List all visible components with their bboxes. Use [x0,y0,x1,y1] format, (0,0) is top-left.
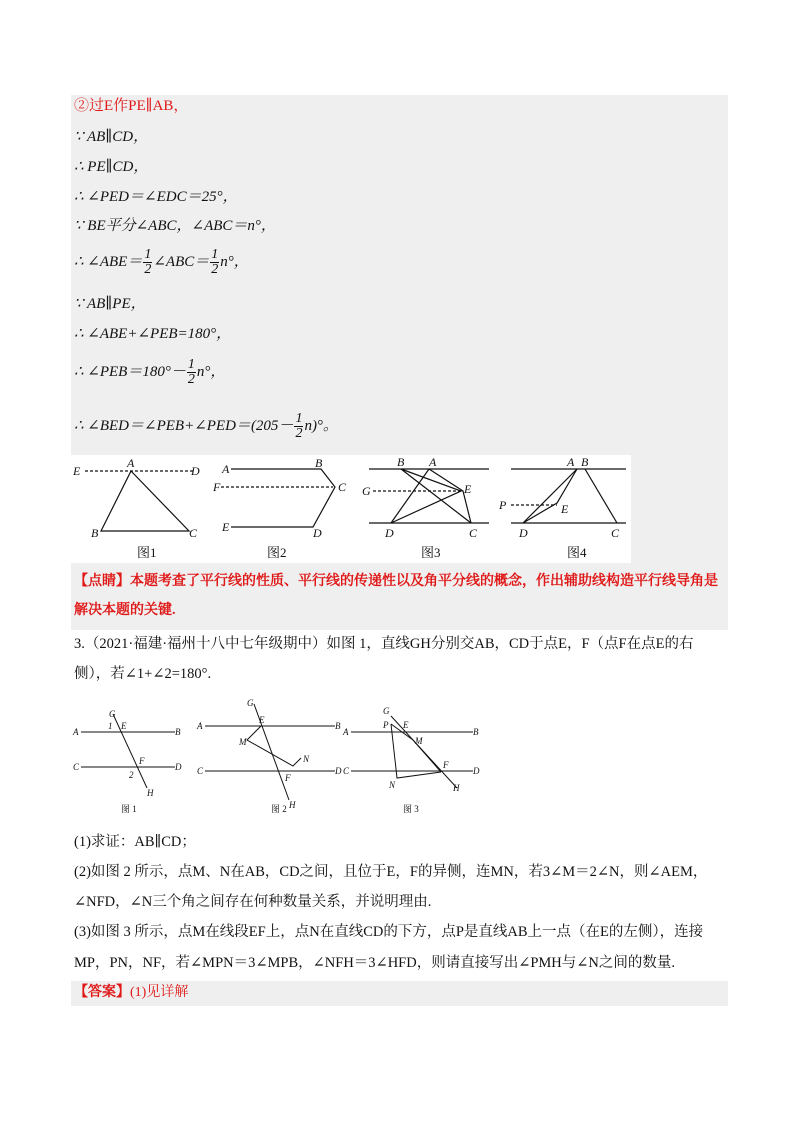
p3-fig3-label: E [403,720,409,730]
p3-fig3-label: H [453,783,460,793]
answer-line [74,983,188,1003]
p3-fig2-label: C [197,766,204,776]
solution-line-10-a: (205－ [250,417,294,434]
p3-fig3-label: A [343,727,349,737]
p3-fig2-label: D [335,766,342,776]
problem3-q3-line-1: (3)如图 3 所示，点M在线段EF上，点N在直线CD的下方，点P是直线AB上一点（在E的左侧），连接 [74,924,704,940]
answer-tag: 【答案】 [74,985,130,1000]
fig2-label: E [222,520,230,534]
solution-line-7: ∵ AB∥PE， [74,296,146,312]
fig2-label: B [315,456,323,470]
problem3-q3-line-2: MP，PN，NF，若∠MPN＝3∠MPB，∠NFH＝3∠HFD，则请直接写出∠PMH与∠N之间的数量. [74,955,676,971]
solution-line-1: ②过E作PE∥AB， [74,98,189,114]
problem3-q2-line-1: (2)如图 2 所示，点M、N在AB，CD之间，且位于E，F的异侧，连MN，若3∠M＝2∠N，则∠AEM， [74,864,708,880]
problem3-figures [71,692,531,816]
p3-fig-caption: 图 3 [403,804,419,814]
fig4-label: E [561,502,569,516]
fig-caption: 图2 [267,545,287,560]
solution-line-10 [74,412,338,441]
fig2-label: C [338,480,347,494]
fig-caption: 图1 [137,545,157,560]
problem3-figures-svg [71,692,531,816]
p3-fig3-label: M [415,736,423,746]
comment-line-2: 解决本题的关键. [74,603,176,618]
fig3-label: G [362,484,371,498]
fig1-label: B [91,526,99,540]
fig2-label: F [213,480,221,494]
fig1-label: A [127,456,135,470]
figures-top-panel [71,455,631,563]
fraction-half: $\frac{1}{2}$ [295,411,303,441]
p3-fig2-label: E [259,715,265,725]
p3-fig3-label: G [383,706,390,716]
fig2-label: A [222,462,230,476]
comment-text: 本题考查了平行线的性质、平行线的传递性以及角平分线的概念，作出辅助线构造平行线导角是 [130,574,718,589]
p3-fig1-label: B [175,727,181,737]
fig3-label: A [429,455,437,469]
p3-fig1-label: G [109,709,116,719]
p3-fig2-label: A [197,721,203,731]
p3-fig-caption: 图 2 [271,804,287,814]
problem3-q2-line-2: ∠NFD，∠N三个角之间存在何种数量关系，并说明理由. [74,894,432,910]
answer-text: (1)见详解 [130,985,189,1000]
p3-fig2-label: B [335,721,341,731]
fig3-label: C [469,526,478,540]
solution-line-6-tail: n°， [220,253,249,270]
p3-fig3-label: P [383,720,389,730]
solution-line-2: ∵ AB∥CD， [74,129,149,145]
figures-top-svg [71,455,631,563]
solution-line-6-mid: ∠ABC＝ [153,253,210,270]
fig1-label: C [189,526,198,540]
solution-line-8: ∴ ∠ABE+∠PEB=180°， [74,326,232,342]
problem3-line-1: 3.（2021·福建·福州十八中七年级期中）如图 1，直线GH分别交AB，CD于点E，F（点F在点E的右 [74,636,694,652]
p3-fig3-label: F [443,760,449,770]
fig-caption: 图3 [421,545,441,560]
fig4-label: C [611,526,620,540]
comment-line-1 [74,572,718,592]
fig4-label: P [499,498,507,512]
fig1-label: E [73,464,81,478]
p3-fig2-label: G [247,698,254,708]
solution-line-5: ∵ BE平分∠ABC，∠ABC＝n°， [74,218,276,234]
p3-fig1-label: 1 [108,721,113,731]
fig-caption: 图4 [567,545,587,560]
p3-fig3-label: D [473,766,480,776]
problem3-line-2: 侧），若∠1+∠2=180°. [74,666,212,682]
p3-fig1-label: E [121,721,127,731]
p3-fig1-label: A [73,727,79,737]
p3-fig-caption: 图 1 [121,804,137,814]
p3-fig1-label: F [139,756,145,766]
p3-fig1-label: 2 [129,770,134,780]
p3-fig2-label: M [239,737,247,747]
p3-fig3-label: B [473,727,479,737]
comment-tag: 【点睛】 [74,574,130,589]
solution-line-10-head: ∴ ∠BED＝∠PEB+∠PED＝ [74,417,251,434]
solution-line-6-head: ∴ ∠ABE＝ [74,253,143,270]
fig3-label: E [464,482,472,496]
fraction-half: $\frac{1}{2}$ [211,247,219,277]
solution-line-6 [74,248,249,277]
fig3-label: B [397,455,405,469]
fig4-label: B [581,455,589,469]
problem3-q1: (1)求证：AB∥CD； [74,834,196,850]
p3-fig2-label: H [289,800,296,810]
fraction-half: $\frac{1}{2}$ [144,247,152,277]
solution-line-9-head: ∴ ∠PEB＝180°－ [74,363,186,380]
fig4-label: A [567,455,575,469]
p3-fig3-label: C [343,766,350,776]
p3-fig1-label: D [175,762,182,772]
solution-line-9 [74,358,225,387]
fig4-label: D [519,526,528,540]
p3-fig3-label: N [389,780,396,790]
fig2-label: D [313,526,322,540]
p3-fig2-label: N [303,754,310,764]
p3-fig2-label: F [285,773,291,783]
fraction-half: $\frac{1}{2}$ [187,357,195,387]
p3-fig1-label: H [147,788,154,798]
solution-line-4: ∴ ∠PED＝∠EDC＝25°， [74,189,238,205]
p3-fig1-label: C [73,762,80,772]
fig1-label: D [191,464,200,478]
fig3-label: D [385,526,394,540]
solution-line-3: ∴ PE∥CD， [74,159,149,175]
solution-line-10-b: n)°。 [304,417,338,434]
solution-line-9-tail: n°， [196,363,226,380]
